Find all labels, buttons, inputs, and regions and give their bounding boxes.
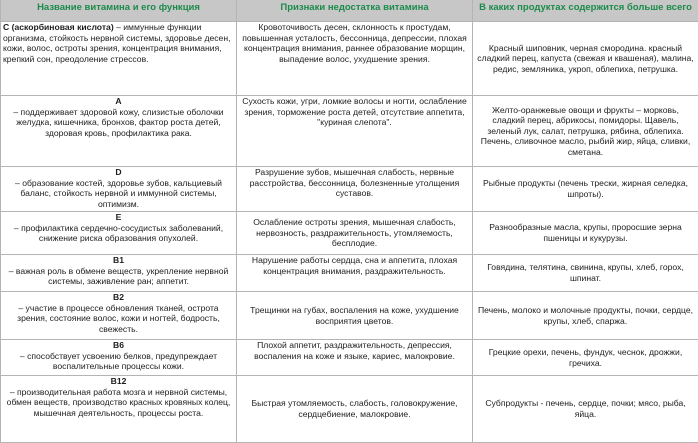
vitamin-function: – образование костей, здоровье зубов, кальциевый баланс, стойкость нервной и иммунной системы, оптимизм. <box>15 178 222 209</box>
food-sources-cell: Разнообразные масла, крупы, проросшие зерна пшеницы и кукурузы. <box>473 212 698 255</box>
header-food-sources: В каких продуктах содержится больше всего <box>473 0 698 22</box>
vitamin-function-cell <box>1 22 237 96</box>
table-row-vitamin-b12 <box>1 376 698 443</box>
deficiency-signs-cell: Кровоточивость десен, склонность к простудам, повышенная усталость, бессонница, депрессии, плохая концентрация внимания, раннее образование морщин, выпадение волос, ухудшение зрения. <box>237 22 473 96</box>
vitamin-function: – важная роль в обмене веществ, укрепление нервной системы, заживление ран; аппетит. <box>9 266 229 287</box>
food-sources-cell: Рыбные продукты (печень трески, жирная селедка, шпроты). <box>473 167 698 212</box>
table-row-vitamin-b6 <box>1 340 698 376</box>
food-sources-cell: Желто-оранжевые овощи и фрукты – морковь, сладкий перец, абрикосы, помидоры. Щавель, зеленый лук, салат, петрушка, рябина, облепиха. Печень, сливочное масло, рыбий жир, яйца, сливки, сметана. <box>473 96 698 167</box>
vitamin-name: В12 <box>111 376 127 386</box>
vitamin-function-cell <box>1 96 237 167</box>
food-sources-cell: Говядина, телятина, свинина, крупы, хлеб, горох, шпинат. <box>473 255 698 292</box>
vitamin-name: С (аскорбиновая кислота) <box>3 22 114 32</box>
table-row-vitamin-a <box>1 96 698 167</box>
vitamin-function: – участие в процессе обновления тканей, острота зрения, состояние волос, кожи и ногтей, бодрость, свежесть. <box>17 303 220 334</box>
vitamin-function-cell <box>1 292 237 340</box>
deficiency-signs-cell: Плохой аппетит, раздражительность, депрессия, воспаления на коже и языке, кариес, малокровие. <box>237 340 473 376</box>
deficiency-signs-cell: Разрушение зубов, мышечная слабость, нервные расстройства, бессонница, болезненные утолщения суставов. <box>237 167 473 212</box>
header-vitamin-function: Название витамина и его функция <box>1 0 237 22</box>
food-sources-cell: Грецкие орехи, печень, фундук, чеснок, дрожжи, гречиха. <box>473 340 698 376</box>
vitamin-function-cell <box>1 376 237 443</box>
table-body <box>1 22 698 443</box>
deficiency-signs-cell: Ослабление остроты зрения, мышечная слабость, нервозность, раздражительность, утомляемость, бесплодие. <box>237 212 473 255</box>
vitamin-name: В1 <box>113 255 124 265</box>
food-sources-cell: Красный шиповник, черная смородина. красный сладкий перец, капуста (свежая и квашеная), малина, редис, земляника, укроп, облепиха, петрушка. <box>473 22 698 96</box>
deficiency-signs-cell: Сухость кожи, угри, ломкие волосы и ногти, ослабление зрения, торможение роста детей, отсутствие аппетита, "куриная слепота". <box>237 96 473 167</box>
vitamin-function-cell <box>1 167 237 212</box>
vitamin-function: – иммунные функции организма, стойкость нервной системы, здоровье десен, кожи, волос, остроты зрения, концентрация внимания, крепкий сон, преодоление стрессов. <box>3 22 230 64</box>
header-row <box>1 0 698 22</box>
deficiency-signs-cell: Нарушение работы сердца, сна и аппетита, плохая концентрация внимания, раздражительность. <box>237 255 473 292</box>
vitamin-name: А <box>115 96 121 106</box>
table-row-vitamin-b2 <box>1 292 698 340</box>
food-sources-cell: Субпродукты - печень, сердце, почки; мясо, рыба, яйца. <box>473 376 698 443</box>
vitamin-function: – профилактика сердечно-сосудистых заболеваний, снижение риска образования опухолей. <box>14 223 223 244</box>
deficiency-signs-cell: Быстрая утомляемость, слабость, головокружение, сердцебиение, малокровие. <box>237 376 473 443</box>
deficiency-signs-cell: Трещинки на губах, воспаления на коже, ухудшение восприятия цветов. <box>237 292 473 340</box>
header-deficiency-signs: Признаки недостатка витамина <box>237 0 473 22</box>
vitamin-function: – производительная работа мозга и нервной системы, обмен веществ, производство красных кровяных колец, мышечная деятельность, процессы роста. <box>7 387 231 418</box>
table-row-vitamin-d <box>1 167 698 212</box>
vitamin-function: – поддерживает здоровой кожу, слизистые оболочки желудка, кишечника, бронхов, фактор роста детей, здоровая кровь, профилактика рака. <box>13 107 223 138</box>
food-sources-cell: Печень, молоко и молочные продукты, почки, сердце, крупы, хлеб, спаржа. <box>473 292 698 340</box>
vitamin-function-cell <box>1 212 237 255</box>
table-row-vitamin-c <box>1 22 698 96</box>
vitamin-name: В2 <box>113 292 124 302</box>
table-header <box>1 0 698 22</box>
vitamin-function: – способствует усвоению белков, предупреждает воспалительные процессы кожи. <box>20 351 217 372</box>
vitamin-function-cell <box>1 340 237 376</box>
vitamin-name: Е <box>116 212 122 222</box>
vitamin-name: D <box>115 167 121 177</box>
vitamin-name: В6 <box>113 340 124 350</box>
table-row-vitamin-e <box>1 212 698 255</box>
vitamin-function-cell <box>1 255 237 292</box>
table-row-vitamin-b1 <box>1 255 698 292</box>
